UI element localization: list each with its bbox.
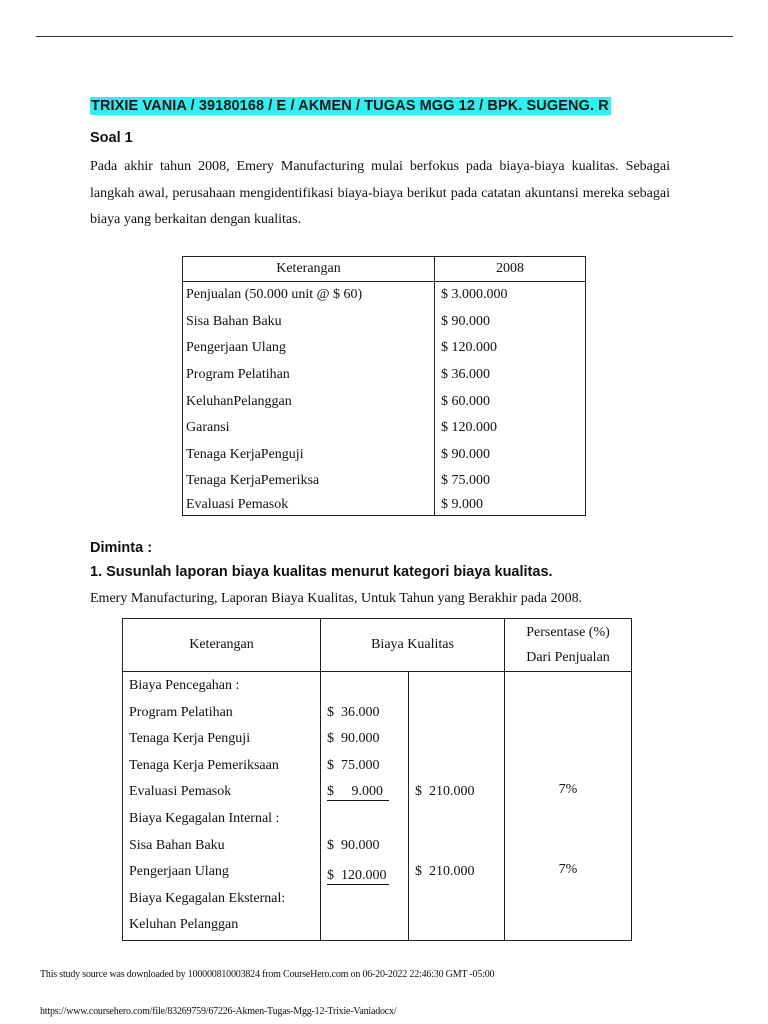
header-keterangan: Keterangan xyxy=(183,257,435,282)
amount-value: $ 90.000 xyxy=(327,837,380,853)
row-value: $ 120.000 xyxy=(435,415,586,442)
table-row xyxy=(183,388,586,415)
amount-value: $ 36.000 xyxy=(327,704,380,720)
table-row xyxy=(183,335,586,362)
report-subtitle: Emery Manufacturing, Laporan Biaya Kualitas, Untuk Tahun yang Berakhir pada 2008. xyxy=(90,591,583,606)
row-label: Program Pelatihan xyxy=(183,362,435,389)
soal-label: Soal 1 xyxy=(90,130,133,146)
row-value: $ 60.000 xyxy=(435,388,586,415)
row-label: Garansi xyxy=(183,415,435,442)
header-persentase-line1: Persentase (%) xyxy=(526,625,610,640)
header-persentase-line2: Dari Penjualan xyxy=(526,650,610,665)
download-notice: This study source was downloaded by 100000810003824 from CourseHero.com on 06-20-2022 22:46:30 GMT -05:00 xyxy=(40,969,495,980)
row-label: Pengerjaan Ulang xyxy=(183,335,435,362)
item-label: Sisa Bahan Baku xyxy=(129,837,225,853)
row-label: Penjualan (50.000 unit @ $ 60) xyxy=(183,282,435,309)
percentage-column xyxy=(505,672,632,941)
amount-value: $ 75.000 xyxy=(327,757,380,773)
table-row xyxy=(183,468,586,495)
diminta-label: Diminta : xyxy=(90,540,153,556)
table-row xyxy=(183,282,586,309)
subtotal-value: $ 210.000 xyxy=(415,784,475,800)
report-table-header xyxy=(123,619,632,672)
task-heading: 1. Susunlah laporan biaya kualitas menurut kategori biaya kualitas. xyxy=(90,564,553,580)
row-label: Tenaga KerjaPenguji xyxy=(183,442,435,469)
header-year: 2008 xyxy=(435,257,586,282)
item-label: Pengerjaan Ulang xyxy=(129,864,229,880)
source-url[interactable]: https://www.coursehero.com/file/83269759/67226-Akmen-Tugas-Mgg-12-Trixie-Vaniadocx/ xyxy=(40,1006,397,1017)
header-persentase xyxy=(505,619,632,672)
keterangan-column xyxy=(123,672,321,941)
header-biaya-kualitas: Biaya Kualitas xyxy=(321,619,505,672)
item-label: Program Pelatihan xyxy=(129,704,233,720)
amount-value: $ 90.000 xyxy=(327,731,380,747)
item-label: Evaluasi Pemasok xyxy=(129,784,232,800)
row-value: $ 75.000 xyxy=(435,468,586,495)
table-row xyxy=(183,442,586,469)
row-label: Sisa Bahan Baku xyxy=(183,309,435,336)
top-rule xyxy=(36,36,733,37)
amount-value-underlined: $ 120.000 xyxy=(327,867,389,885)
cost-table-header xyxy=(183,257,586,282)
table-row xyxy=(183,495,586,516)
subtotal-column xyxy=(409,672,505,941)
category-label: Biaya Kegagalan Eksternal: xyxy=(129,890,286,906)
amount-value-underlined: $ 9.000 xyxy=(327,783,389,801)
row-label: Evaluasi Pemasok xyxy=(183,495,435,516)
row-value: $ 120.000 xyxy=(435,335,586,362)
subtotal-value: $ 210.000 xyxy=(415,864,475,880)
row-label: Tenaga KerjaPemeriksa xyxy=(183,468,435,495)
row-value: $ 3.000.000 xyxy=(435,282,586,309)
header-keterangan: Keterangan xyxy=(123,619,321,672)
report-table-body xyxy=(123,672,632,941)
percentage-value: 7% xyxy=(558,862,578,878)
row-value: $ 36.000 xyxy=(435,362,586,389)
table-row xyxy=(183,415,586,442)
row-value: $ 90.000 xyxy=(435,442,586,469)
category-label: Biaya Pencegahan : xyxy=(129,678,240,693)
document-heading: TRIXIE VANIA / 39180168 / E / AKMEN / TUGAS MGG 12 / BPK. SUGENG. R xyxy=(91,98,609,114)
table-row xyxy=(183,362,586,389)
category-label: Biaya Kegagalan Internal : xyxy=(129,810,280,826)
row-label: KeluhanPelanggan xyxy=(183,388,435,415)
amount-column xyxy=(321,672,409,941)
row-value: $ 9.000 xyxy=(435,495,586,516)
percentage-value: 7% xyxy=(558,782,578,798)
table-row xyxy=(183,309,586,336)
soal-paragraph: Pada akhir tahun 2008, Emery Manufacturing mulai berfokus pada biaya-biaya kualitas. Sebagai langkah awal, perusahaan mengidentifikasi biaya-biaya berikut pada catatan akuntansi mereka sebagai biaya yang berkaitan dengan kualitas. xyxy=(90,159,670,227)
item-label: Tenaga Kerja Penguji xyxy=(129,731,251,747)
item-label: Keluhan Pelanggan xyxy=(129,917,239,933)
row-value: $ 90.000 xyxy=(435,309,586,336)
item-label: Tenaga Kerja Pemeriksaan xyxy=(129,757,279,773)
cost-table xyxy=(182,256,586,516)
quality-cost-report-table xyxy=(122,618,632,941)
